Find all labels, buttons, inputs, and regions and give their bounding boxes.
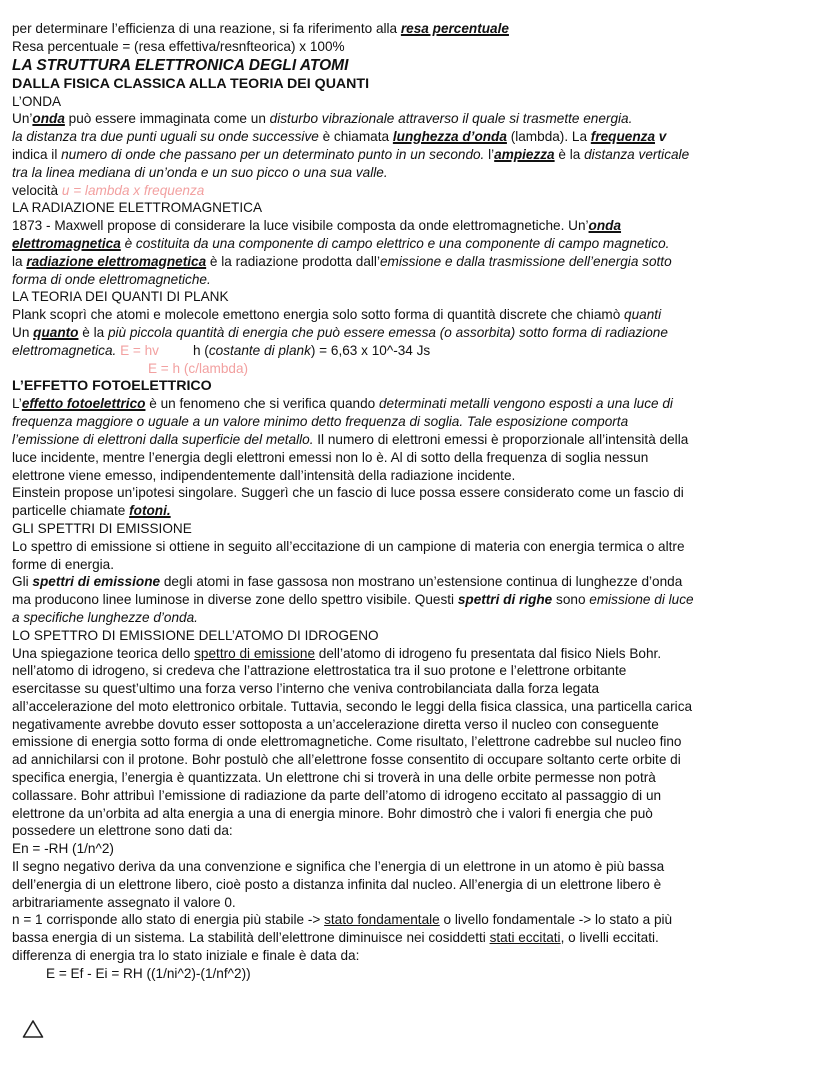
text-segment: disturbo vibrazionale attraverso il quale si trasmette energia.: [269, 111, 633, 127]
text-segment: negativamente avrebbe dovuto esser sottoposta a un’accelerazione diretta verso il nucleo con conseguente: [12, 716, 659, 732]
text-segment: degli atomi in fase gassosa non mostrano un’estensione continua di lunghezze d’onda: [160, 574, 683, 590]
text-line: [12, 360, 817, 378]
text-line: [12, 395, 817, 413]
text-segment: Plank scoprì che atomi e molecole emettono energia solo sotto forma di quantità discrete che chiamò: [12, 307, 625, 323]
text-line: [12, 751, 817, 769]
warning-triangle-icon: [22, 1019, 44, 1039]
text-segment: onda: [32, 111, 65, 127]
text-segment: esercitasse su quest’ultimo una forza verso l’interno che veniva controbilanciata dalla forza legata: [12, 681, 600, 697]
text-line: [12, 965, 817, 983]
text-segment: elettrone da un’orbita ad alta energia a una di energia minore. Bohr dimostrò che i valori fi energia che può: [12, 805, 653, 821]
text-segment: fotoni.: [129, 503, 171, 519]
text-segment: dell’atomo di idrogeno fu presentata dal fisico Niels Bohr.: [315, 645, 662, 661]
text-line: [12, 858, 817, 876]
text-segment: bassa energia di un sistema. La stabilità dell’elettrone diminuisce nei cosiddetti: [12, 930, 490, 946]
text-segment: forme di energia.: [12, 556, 115, 572]
text-segment: LO SPETTRO DI EMISSIONE DELL’ATOMO DI IDROGENO: [12, 627, 379, 643]
text-segment: costante di plank: [208, 342, 311, 358]
text-segment: En = -RH (1/n^2): [12, 841, 114, 857]
text-segment: DALLA FISICA CLASSICA ALLA TEORIA DEI QUANTI: [12, 75, 370, 92]
text-segment: per determinare l’efficienza di una reazione, si fa riferimento alla: [12, 21, 401, 36]
text-segment: n = 1 corrisponde allo stato di energia più stabile ->: [12, 912, 325, 928]
text-segment: frequenza: [590, 129, 656, 145]
text-line: [12, 38, 817, 56]
text-segment: determinati metalli vengono esposti a una luce di: [378, 396, 673, 412]
text-segment: è chiamata: [318, 129, 393, 145]
text-segment: velocità: [12, 182, 62, 198]
text-segment: forma di onde elettromagnetiche.: [12, 271, 211, 287]
text-segment: l’: [484, 146, 495, 162]
text-segment: Lo spettro di emissione si ottiene in seguito all’eccitazione di un campione di materia con energia termica o altre: [12, 538, 685, 554]
text-line: [12, 876, 817, 894]
text-segment: specifica energia, l’energia è quantizzata. Un elettrone chi si troverà in una delle orbite permesse non potrà: [12, 770, 656, 786]
text-segment: sono: [552, 592, 590, 608]
text-line: [12, 342, 817, 360]
text-segment: effetto fotoelettrico: [21, 396, 146, 412]
text-segment: v: [658, 129, 667, 145]
text-line: [12, 235, 817, 253]
text-segment: tra la linea mediana di un’onda e un suo picco o una sua valle.: [12, 164, 388, 180]
text-segment: indica il: [12, 146, 62, 162]
text-line: [12, 217, 817, 235]
text-segment: o livello fondamentale -> lo stato a più: [439, 912, 673, 928]
text-line: [12, 110, 817, 128]
text-segment: , o livelli eccitati.: [560, 930, 659, 946]
text-segment: E = Ef - Ei = RH ((1/ni^2)-(1/nf^2)): [46, 965, 251, 981]
text-segment: luce incidente, mentre l’energia degli elettroni emessi non lo è. Al di sotto della frequenza di soglia nessun: [12, 449, 649, 465]
text-line: [12, 484, 817, 502]
text-segment: quanti: [624, 307, 662, 323]
text-line: [12, 306, 817, 324]
text-segment: LA TEORIA DEI QUANTI DI PLANK: [12, 289, 229, 305]
text-segment: è la: [78, 324, 108, 340]
text-segment: ) = 6,63 x 10^-34 Js: [310, 342, 431, 358]
text-segment: emissione di luce: [589, 592, 694, 608]
text-segment: onda: [588, 218, 622, 234]
text-line: [12, 271, 817, 289]
text-segment: ma producono linee luminose in diverse zone dello spettro visibile. Questi: [12, 592, 458, 608]
text-segment: ampiezza: [494, 146, 555, 162]
text-segment: [12, 361, 148, 376]
text-line: [12, 182, 817, 200]
document-page: [12, 20, 817, 983]
text-segment: è la: [554, 146, 585, 162]
text-segment: Einstein propose un’ipotesi singolare. Suggerì che un fascio di luce possa essere considerato come un fascio di: [12, 485, 684, 501]
text-line: [12, 556, 817, 574]
text-line: [12, 20, 817, 38]
text-line: [12, 716, 817, 734]
text-segment: elettromagnetica: [12, 235, 121, 251]
text-segment: particelle chiamate: [12, 503, 130, 519]
text-segment: Il segno negativo deriva da una convenzione e significa che l’energia di un elettrone in un atomo è più bassa: [12, 859, 665, 875]
text-segment: L’ONDA: [12, 93, 62, 109]
text-segment: elettromagnetica.: [12, 342, 117, 358]
text-segment: lunghezza d’onda: [392, 129, 507, 145]
text-line: [12, 164, 817, 182]
text-segment: GLI SPETTRI DI EMISSIONE: [12, 520, 192, 536]
text-line: [12, 502, 817, 520]
text-segment: distanza verticale: [584, 146, 690, 162]
text-line: [12, 805, 817, 823]
text-segment: è la radiazione prodotta dall’: [206, 253, 380, 269]
text-segment: emissione di energia sotto forma di onde elettromagnetiche. Come risultato, l’elettrone cadrebbe sul nucleo fino: [12, 734, 682, 750]
text-segment: Un’: [12, 111, 33, 127]
text-line: [12, 680, 817, 698]
text-line: [12, 467, 817, 485]
text-line: [12, 377, 817, 395]
text-segment: nell’atomo di idrogeno, si credeva che l’attrazione elettrostatica tra il suo protone e l’elettrone orbitante: [12, 663, 627, 679]
text-line: [12, 128, 817, 146]
text-line: [12, 146, 817, 164]
text-segment: E = h (c/lambda): [147, 360, 249, 376]
text-segment: frequenza maggiore o uguale a un valore minimo detto frequenza di soglia. Tale esposizione comporta: [12, 414, 629, 430]
text-line: [12, 324, 817, 342]
text-line: [12, 822, 817, 840]
text-line: [12, 591, 817, 609]
text-segment: h (: [158, 342, 209, 358]
text-line: [12, 698, 817, 716]
text-line: [12, 645, 817, 663]
text-segment: più piccola quantità di energia che può essere emessa (o assorbita) sotto forma di radiazione: [107, 324, 668, 340]
text-line: [12, 733, 817, 751]
text-segment: possedere un elettrone sono dati da:: [12, 823, 233, 839]
text-segment: collassare. Bohr attribuì l’emissione di radiazione da parte dell’atomo di idrogeno eccitato al passaggio di un: [12, 787, 662, 803]
text-line: [12, 787, 817, 805]
text-segment: elettrone viene emesso, indipendentemente dall’intensità della radiazione incidente.: [12, 467, 516, 483]
text-line: [12, 93, 817, 111]
text-line: [12, 769, 817, 787]
text-segment: LA RADIAZIONE ELETTROMAGNETICA: [12, 200, 263, 216]
text-line: [12, 840, 817, 858]
text-segment: u = lambda x frequenza: [61, 182, 205, 198]
text-line: [12, 627, 817, 645]
text-segment: Resa percentuale = (resa effettiva/resnfteorica) x 100%: [12, 38, 345, 54]
text-segment: spettro di emissione: [194, 645, 316, 661]
text-segment: 1873 - Maxwell propose di considerare la luce visibile composta da onde elettromagnetiche. Un’: [12, 218, 589, 234]
text-segment: dell’energia di un elettrone libero, cioè posto a distanza infinita dal nucleo. All’energia di un elettrone libero è: [12, 876, 662, 892]
text-segment: L’EFFETTO FOTOELETTRICO: [12, 378, 212, 395]
text-line: [12, 75, 817, 93]
text-line: [12, 431, 817, 449]
text-line: [12, 911, 817, 929]
text-segment: radiazione elettromagnetica: [26, 253, 207, 269]
text-segment: LA STRUTTURA ELETTRONICA DEGLI ATOMI: [12, 56, 349, 74]
text-line: [12, 894, 817, 912]
text-line: [12, 609, 817, 627]
text-segment: L’: [12, 396, 22, 412]
text-line: [12, 199, 817, 217]
text-segment: Il numero di elettroni emessi è proporzionale all’intensità della: [313, 431, 689, 447]
text-segment: spettri di righe: [457, 592, 553, 608]
text-segment: è costituita da una componente di campo elettrico e una componente di campo magnetico.: [120, 235, 670, 251]
text-line: [12, 929, 817, 947]
text-segment: Un: [12, 324, 34, 340]
text-segment: può essere immaginata come un: [64, 111, 270, 127]
text-segment: resa percentuale: [400, 21, 509, 36]
text-segment: all’accelerazione del moto elettronico orbitale. Tuttavia, secondo le leggi della fisica classica, una particella carica: [12, 698, 693, 714]
text-segment: E = hv: [120, 342, 159, 358]
text-line: [12, 413, 817, 431]
text-segment: emissione e dalla trasmissione dell’energia sotto: [379, 253, 672, 269]
text-line: [12, 573, 817, 591]
text-segment: quanto: [33, 324, 79, 340]
text-segment: stato fondamentale: [324, 912, 440, 928]
text-line: [12, 288, 817, 306]
text-line: [12, 947, 817, 965]
text-segment: spettri di emissione: [32, 574, 161, 590]
text-segment: arbitrariamente assegnato il valore 0.: [12, 894, 236, 910]
text-line: [12, 253, 817, 271]
text-line: [12, 449, 817, 467]
text-segment: è un fenomeno che si verifica quando: [145, 396, 379, 412]
text-line: [12, 538, 817, 556]
text-line: [12, 56, 817, 75]
text-segment: la distanza tra due punti uguali su onde successive: [12, 129, 319, 145]
text-line: [12, 662, 817, 680]
text-segment: numero di onde che passano per un determinato punto in un secondo.: [61, 146, 485, 162]
text-segment: stati eccitati: [489, 930, 561, 946]
text-segment: Gli: [12, 574, 33, 590]
text-line: [12, 520, 817, 538]
text-segment: a specifiche lunghezze d’onda.: [12, 609, 198, 625]
triangle-shape: [22, 1019, 44, 1039]
text-segment: Una spiegazione teorica dello: [12, 645, 195, 661]
text-segment: ad annichilarsi con il protone. Bohr postulò che all’elettrone fosse consentito di occupare soltanto certe orbite di: [12, 752, 681, 768]
text-segment: la: [12, 253, 27, 269]
text-segment: l’emissione di elettroni dalla superficie del metallo.: [12, 431, 314, 447]
text-segment: (lambda). La: [506, 129, 591, 145]
text-segment: differenza di energia tra lo stato iniziale e finale è data da:: [12, 948, 360, 964]
